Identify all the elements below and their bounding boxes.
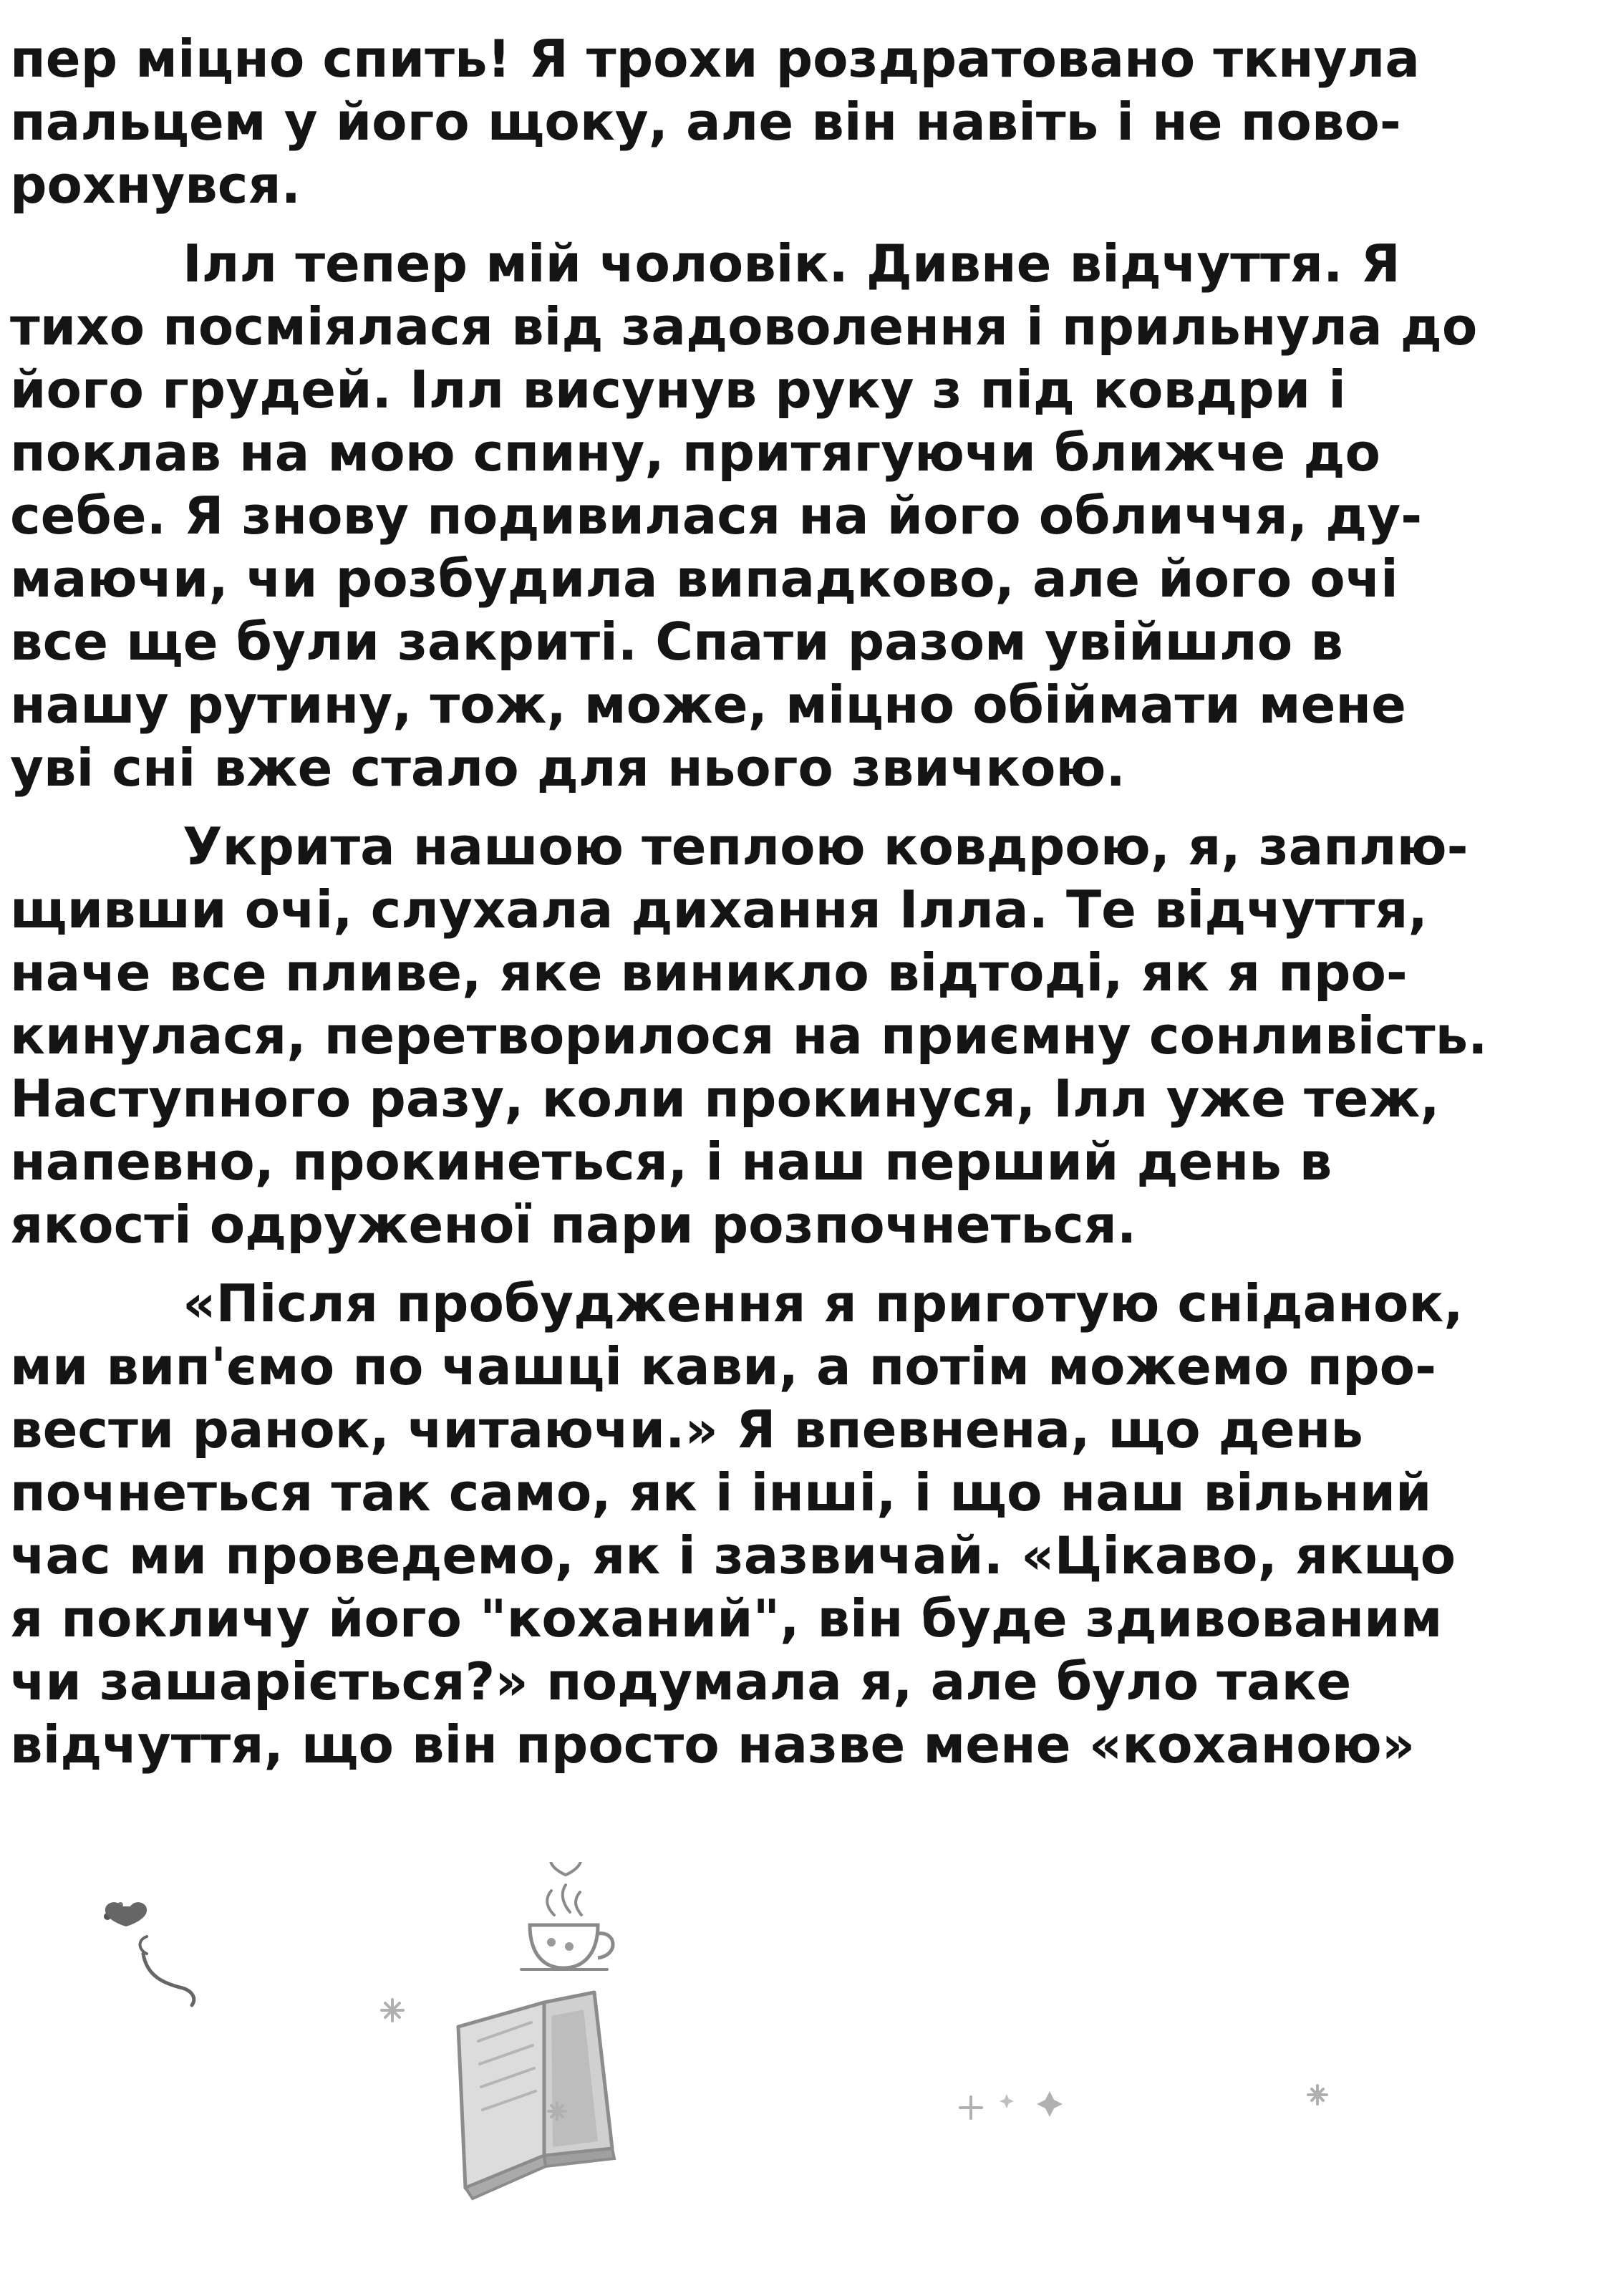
text-line: чи зашаріється?» подумала я, але було таке bbox=[10, 1651, 1352, 1712]
coffee-cup-icon bbox=[521, 1862, 613, 1969]
text-line: уві сні вже стало для нього звичкою. bbox=[10, 738, 1126, 798]
text-line: Ілл тепер мій чоловік. Дивне відчуття. Я bbox=[183, 233, 1400, 294]
text-line: поклав на мою спину, притягуючи ближче до bbox=[10, 423, 1381, 483]
text-line: «Після пробудження я приготую сніданок, bbox=[183, 1273, 1464, 1333]
text-line: я покличу його "коханий", він буде здивованим bbox=[10, 1588, 1443, 1649]
text-line: все ще були закриті. Спати разом увійшло в bbox=[10, 612, 1343, 672]
open-book-icon bbox=[458, 1992, 614, 2199]
text-line: ми вип'ємо по чашці кави, а потім можемо про- bbox=[10, 1336, 1436, 1397]
text-line: нашу рутину, тож, може, міцно обіймати мене bbox=[10, 675, 1407, 735]
text-line: наче все пливе, яке виникло відтоді, як я про- bbox=[10, 942, 1408, 1003]
text-line: маючи, чи розбудила випадково, але його очі bbox=[10, 549, 1398, 609]
text-line: його грудей. Ілл висунув руку з під ковдри і bbox=[10, 360, 1346, 420]
text-line: рохнувся. bbox=[10, 155, 301, 215]
text-line: Наступного разу, коли прокинуся, Ілл уже теж, bbox=[10, 1069, 1440, 1129]
text-line: кинулася, перетворилося на приємну сонливість. bbox=[10, 1005, 1488, 1066]
text-line: себе. Я знову подивилася на його обличчя, ду- bbox=[10, 486, 1423, 546]
text-line: якості одруженої пари розпочнеться. bbox=[10, 1195, 1137, 1255]
text-line: напевно, прокинеться, і наш перший день в bbox=[10, 1132, 1332, 1192]
text-line: пальцем у його щоку, але він навіть і не пово- bbox=[10, 92, 1401, 152]
heart-icon bbox=[104, 1902, 194, 2005]
text-line: щивши очі, слухала дихання Ілла. Те відчуття, bbox=[10, 879, 1428, 940]
text-line: пер міцно спить! Я трохи роздратовано ткнула bbox=[10, 29, 1420, 89]
text-line: почнеться так само, як і інші, і що наш вільний bbox=[10, 1462, 1432, 1523]
text-line: вести ранок, читаючи.» Я впевнена, що день bbox=[10, 1399, 1363, 1460]
text-line: відчуття, що він просто назве мене «коханою» bbox=[10, 1714, 1416, 1775]
decorative-illustration bbox=[0, 1862, 1611, 2296]
text-line: тихо посміялася від задоволення і прильнула до bbox=[10, 296, 1478, 357]
text-line: Укрита нашою теплою ковдрою, я, заплю- bbox=[183, 816, 1469, 877]
text-line: час ми проведемо, як і зазвичай. «Цікаво, якщо bbox=[10, 1525, 1456, 1586]
